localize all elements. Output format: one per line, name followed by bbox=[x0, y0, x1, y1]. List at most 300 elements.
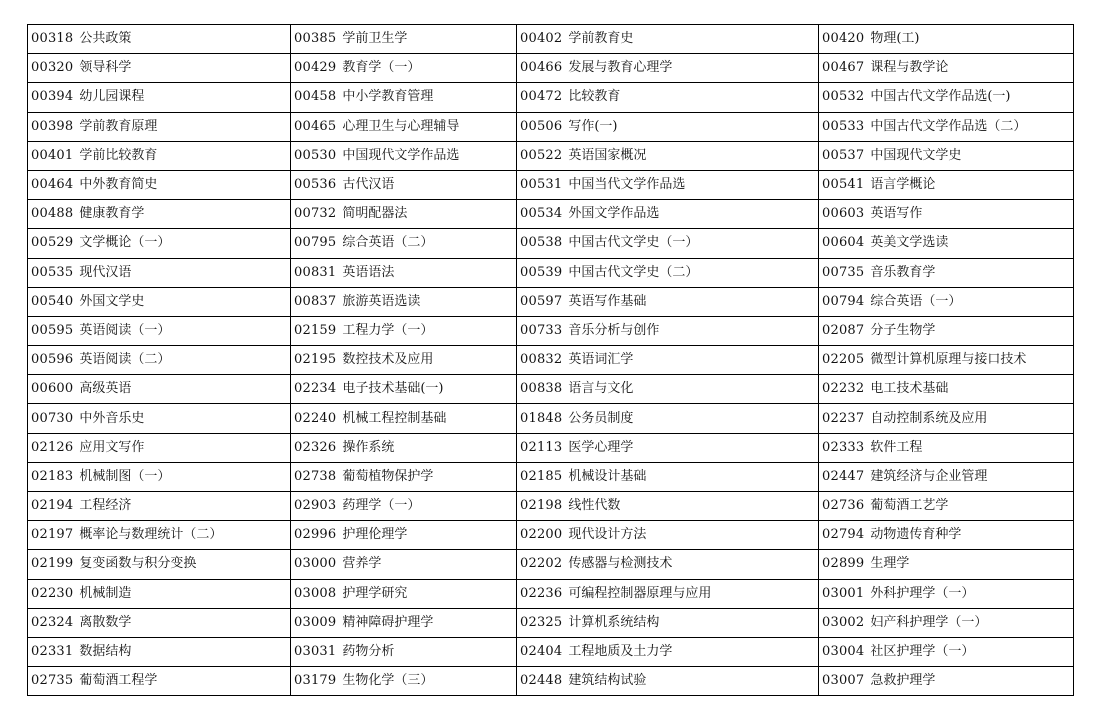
table-cell bbox=[28, 375, 291, 404]
table-cell bbox=[517, 141, 819, 170]
table-cell bbox=[517, 608, 819, 637]
course-code: 02183 bbox=[31, 468, 74, 484]
table-row bbox=[28, 550, 1074, 579]
course-name: 线性代数 bbox=[568, 498, 621, 514]
table-row bbox=[28, 200, 1074, 229]
course-code: 00402 bbox=[520, 31, 563, 47]
table-cell bbox=[517, 112, 819, 141]
course-code: 03031 bbox=[294, 644, 337, 660]
course-name: 旅游英语选读 bbox=[342, 293, 421, 309]
course-code: 02996 bbox=[294, 527, 337, 543]
course-name: 英语国家概况 bbox=[568, 147, 647, 163]
table-cell bbox=[517, 462, 819, 491]
table-cell bbox=[28, 579, 291, 608]
table-cell bbox=[291, 462, 517, 491]
course-code: 02126 bbox=[31, 439, 74, 455]
table-row bbox=[28, 54, 1074, 83]
table-row bbox=[28, 667, 1074, 696]
table-cell bbox=[28, 608, 291, 637]
table-cell bbox=[28, 433, 291, 462]
table-cell bbox=[819, 346, 1074, 375]
course-code: 02794 bbox=[822, 527, 865, 543]
course-name: 机械制图（一） bbox=[79, 468, 171, 484]
course-name: 学前教育史 bbox=[568, 31, 634, 47]
table-cell bbox=[819, 521, 1074, 550]
course-name: 健康教育学 bbox=[79, 206, 145, 222]
course-name: 英语写作基础 bbox=[568, 293, 647, 309]
table-cell bbox=[819, 404, 1074, 433]
table-cell bbox=[819, 433, 1074, 462]
course-code: 00529 bbox=[31, 235, 74, 251]
course-name: 学前卫生学 bbox=[342, 31, 408, 47]
table-row bbox=[28, 258, 1074, 287]
table-cell bbox=[28, 404, 291, 433]
table-cell bbox=[517, 287, 819, 316]
course-name: 英语阅读（一） bbox=[79, 322, 171, 338]
table-cell bbox=[28, 462, 291, 491]
course-code: 00394 bbox=[31, 89, 74, 105]
table-row bbox=[28, 375, 1074, 404]
course-name: 中外教育简史 bbox=[79, 177, 158, 193]
table-cell bbox=[517, 316, 819, 345]
course-code: 00795 bbox=[294, 235, 337, 251]
course-code: 02738 bbox=[294, 468, 337, 484]
course-table bbox=[27, 24, 1074, 696]
table-cell bbox=[291, 258, 517, 287]
course-code: 00522 bbox=[520, 147, 563, 163]
course-name: 数据结构 bbox=[79, 644, 132, 660]
table-row bbox=[28, 316, 1074, 345]
course-code: 00465 bbox=[294, 118, 337, 134]
table-row bbox=[28, 112, 1074, 141]
course-code: 00467 bbox=[822, 60, 865, 76]
course-name: 软件工程 bbox=[870, 439, 923, 455]
table-cell bbox=[291, 200, 517, 229]
course-name: 社区护理学（一） bbox=[870, 644, 975, 660]
table-row bbox=[28, 346, 1074, 375]
course-name: 教育学（一） bbox=[342, 60, 421, 76]
course-name: 比较教育 bbox=[568, 89, 621, 105]
table-cell bbox=[291, 170, 517, 199]
course-name: 现代设计方法 bbox=[568, 527, 647, 543]
table-cell bbox=[819, 579, 1074, 608]
course-name: 英语词汇学 bbox=[568, 352, 634, 368]
table-cell bbox=[517, 637, 819, 666]
course-name: 心理卫生与心理辅导 bbox=[342, 118, 460, 134]
table-cell bbox=[28, 316, 291, 345]
table-cell bbox=[291, 54, 517, 83]
table-cell bbox=[291, 404, 517, 433]
table-cell bbox=[291, 375, 517, 404]
course-name: 数控技术及应用 bbox=[342, 352, 434, 368]
course-code: 02903 bbox=[294, 498, 337, 514]
course-code: 00832 bbox=[520, 352, 563, 368]
table-cell bbox=[517, 667, 819, 696]
course-name: 电工技术基础 bbox=[870, 381, 949, 397]
course-code: 00531 bbox=[520, 177, 563, 193]
course-code: 00537 bbox=[822, 147, 865, 163]
course-name: 妇产科护理学（一） bbox=[870, 614, 988, 630]
course-code: 00535 bbox=[31, 264, 74, 280]
course-code: 00401 bbox=[31, 147, 74, 163]
course-name: 微型计算机原理与接口技术 bbox=[870, 352, 1027, 368]
course-name: 复变函数与积分变换 bbox=[79, 556, 197, 572]
course-name: 中外音乐史 bbox=[79, 410, 145, 426]
course-name: 综合英语（一） bbox=[870, 293, 962, 309]
table-cell bbox=[28, 667, 291, 696]
course-name: 语言学概论 bbox=[870, 177, 936, 193]
course-code: 00506 bbox=[520, 118, 563, 134]
table-row bbox=[28, 141, 1074, 170]
course-code: 00838 bbox=[520, 381, 563, 397]
course-name: 外国文学史 bbox=[79, 293, 145, 309]
course-code: 00534 bbox=[520, 206, 563, 222]
course-name: 写作(一) bbox=[568, 118, 618, 134]
table-row bbox=[28, 433, 1074, 462]
course-name: 建筑结构试验 bbox=[568, 673, 647, 689]
course-code: 02230 bbox=[31, 585, 74, 601]
course-name: 电子技术基础(一) bbox=[342, 381, 444, 397]
table-cell bbox=[28, 25, 291, 54]
table-cell bbox=[291, 25, 517, 54]
table-row bbox=[28, 83, 1074, 112]
course-code: 00458 bbox=[294, 89, 337, 105]
table-row bbox=[28, 404, 1074, 433]
course-code: 00385 bbox=[294, 31, 337, 47]
table-cell bbox=[291, 550, 517, 579]
course-code: 02195 bbox=[294, 352, 337, 368]
table-cell bbox=[517, 404, 819, 433]
table-row bbox=[28, 521, 1074, 550]
course-code: 02087 bbox=[822, 322, 865, 338]
course-code: 00318 bbox=[31, 31, 74, 47]
table-cell bbox=[819, 287, 1074, 316]
course-name: 生理学 bbox=[870, 556, 910, 572]
course-code: 00533 bbox=[822, 118, 865, 134]
course-name: 现代汉语 bbox=[79, 264, 132, 280]
table-cell bbox=[517, 375, 819, 404]
course-name: 音乐教育学 bbox=[870, 264, 936, 280]
course-name: 语言与文化 bbox=[568, 381, 634, 397]
table-cell bbox=[819, 608, 1074, 637]
course-code: 00604 bbox=[822, 235, 865, 251]
course-name: 精神障碍护理学 bbox=[342, 614, 434, 630]
table-cell bbox=[291, 287, 517, 316]
course-code: 02113 bbox=[520, 439, 563, 455]
course-name: 护理伦理学 bbox=[342, 527, 408, 543]
table-row bbox=[28, 579, 1074, 608]
course-name: 护理学研究 bbox=[342, 585, 408, 601]
course-code: 00530 bbox=[294, 147, 337, 163]
course-name: 计算机系统结构 bbox=[568, 614, 660, 630]
course-code: 02333 bbox=[822, 439, 865, 455]
table-cell bbox=[517, 25, 819, 54]
course-name: 建筑经济与企业管理 bbox=[870, 468, 988, 484]
course-name: 机械工程控制基础 bbox=[342, 410, 447, 426]
course-code: 00398 bbox=[31, 118, 74, 134]
table-cell bbox=[28, 637, 291, 666]
table-cell bbox=[517, 54, 819, 83]
table-cell bbox=[291, 141, 517, 170]
course-name: 工程力学（一） bbox=[342, 322, 434, 338]
course-name: 中国古代文学史（二） bbox=[568, 264, 699, 280]
table-cell bbox=[819, 229, 1074, 258]
course-code: 02234 bbox=[294, 381, 337, 397]
course-code: 02447 bbox=[822, 468, 865, 484]
course-code: 00488 bbox=[31, 206, 74, 222]
course-name: 葡萄植物保护学 bbox=[342, 468, 434, 484]
course-name: 操作系统 bbox=[342, 439, 395, 455]
table-cell bbox=[291, 112, 517, 141]
course-code: 02194 bbox=[31, 498, 74, 514]
table-row bbox=[28, 287, 1074, 316]
table-cell bbox=[517, 258, 819, 287]
course-code: 02200 bbox=[520, 527, 563, 543]
course-code: 02185 bbox=[520, 468, 563, 484]
table-cell bbox=[291, 492, 517, 521]
course-name: 机械制造 bbox=[79, 585, 132, 601]
course-code: 00538 bbox=[520, 235, 563, 251]
course-code: 02202 bbox=[520, 556, 563, 572]
course-code: 02324 bbox=[31, 614, 74, 630]
course-code: 00541 bbox=[822, 177, 865, 193]
course-name: 应用文写作 bbox=[79, 439, 145, 455]
table-row bbox=[28, 170, 1074, 199]
table-cell bbox=[291, 83, 517, 112]
course-code: 00831 bbox=[294, 264, 337, 280]
course-name: 学前比较教育 bbox=[79, 147, 158, 163]
course-code: 00320 bbox=[31, 60, 74, 76]
table-cell bbox=[819, 25, 1074, 54]
course-name: 医学心理学 bbox=[568, 439, 634, 455]
course-code: 00733 bbox=[520, 322, 563, 338]
course-code: 03009 bbox=[294, 614, 337, 630]
course-name: 高级英语 bbox=[79, 381, 132, 397]
table-cell bbox=[819, 141, 1074, 170]
course-name: 离散数学 bbox=[79, 614, 132, 630]
table-cell bbox=[517, 492, 819, 521]
table-cell bbox=[28, 112, 291, 141]
course-code: 03001 bbox=[822, 585, 865, 601]
table-cell bbox=[819, 54, 1074, 83]
course-name: 急救护理学 bbox=[870, 673, 936, 689]
course-code: 00539 bbox=[520, 264, 563, 280]
course-name: 英语语法 bbox=[342, 264, 395, 280]
course-code: 00597 bbox=[520, 293, 563, 309]
table-row bbox=[28, 608, 1074, 637]
course-name: 文学概论（一） bbox=[79, 235, 171, 251]
table-cell bbox=[517, 433, 819, 462]
course-name: 生物化学（三） bbox=[342, 673, 434, 689]
table-cell bbox=[819, 492, 1074, 521]
course-code: 00536 bbox=[294, 177, 337, 193]
course-name: 中小学教育管理 bbox=[342, 89, 434, 105]
table-cell bbox=[819, 170, 1074, 199]
course-name: 机械设计基础 bbox=[568, 468, 647, 484]
table-row bbox=[28, 637, 1074, 666]
course-name: 中国现代文学作品选 bbox=[342, 147, 460, 163]
course-code: 00540 bbox=[31, 293, 74, 309]
course-code: 00735 bbox=[822, 264, 865, 280]
table-cell bbox=[28, 54, 291, 83]
course-code: 02197 bbox=[31, 527, 74, 543]
course-name: 古代汉语 bbox=[342, 177, 395, 193]
table-cell bbox=[819, 550, 1074, 579]
course-code: 02326 bbox=[294, 439, 337, 455]
table-cell bbox=[28, 141, 291, 170]
course-code: 00730 bbox=[31, 410, 74, 426]
course-code: 02159 bbox=[294, 322, 337, 338]
table-cell bbox=[819, 83, 1074, 112]
table-row bbox=[28, 25, 1074, 54]
course-code: 00596 bbox=[31, 352, 74, 368]
course-name: 外科护理学（一） bbox=[870, 585, 975, 601]
table-row bbox=[28, 229, 1074, 258]
course-code: 00464 bbox=[31, 177, 74, 193]
table-cell bbox=[28, 346, 291, 375]
table-cell bbox=[291, 579, 517, 608]
course-name: 中国现代文学史 bbox=[870, 147, 962, 163]
course-name: 概率论与数理统计（二） bbox=[79, 527, 223, 543]
course-code: 03179 bbox=[294, 673, 337, 689]
table-cell bbox=[291, 608, 517, 637]
course-code: 00595 bbox=[31, 322, 74, 338]
course-code: 00837 bbox=[294, 293, 337, 309]
course-name: 工程地质及土力学 bbox=[568, 644, 673, 660]
table-row bbox=[28, 492, 1074, 521]
course-code: 02736 bbox=[822, 498, 865, 514]
table-cell bbox=[517, 521, 819, 550]
table-cell bbox=[517, 550, 819, 579]
table-cell bbox=[291, 637, 517, 666]
course-name: 公共政策 bbox=[79, 31, 132, 47]
table-cell bbox=[28, 521, 291, 550]
table-cell bbox=[819, 112, 1074, 141]
course-code: 03008 bbox=[294, 585, 337, 601]
course-name: 音乐分析与创作 bbox=[568, 322, 660, 338]
course-table-body bbox=[28, 25, 1074, 696]
course-name: 领导科学 bbox=[79, 60, 132, 76]
course-code: 00532 bbox=[822, 89, 865, 105]
course-name: 英美文学选读 bbox=[870, 235, 949, 251]
table-cell bbox=[517, 170, 819, 199]
course-name: 中国当代文学作品选 bbox=[568, 177, 686, 193]
course-code: 02236 bbox=[520, 585, 563, 601]
course-code: 00600 bbox=[31, 381, 74, 397]
course-name: 中国古代文学作品选（二） bbox=[870, 118, 1027, 134]
course-name: 营养学 bbox=[342, 556, 382, 572]
course-code: 00472 bbox=[520, 89, 563, 105]
course-code: 00732 bbox=[294, 206, 337, 222]
course-name: 物理(工) bbox=[870, 31, 920, 47]
table-cell bbox=[819, 637, 1074, 666]
table-cell bbox=[291, 521, 517, 550]
course-name: 公务员制度 bbox=[568, 410, 634, 426]
table-cell bbox=[28, 200, 291, 229]
table-cell bbox=[28, 287, 291, 316]
course-name: 英语写作 bbox=[870, 206, 923, 222]
course-code: 02404 bbox=[520, 644, 563, 660]
course-name: 幼儿园课程 bbox=[79, 89, 145, 105]
course-code: 00420 bbox=[822, 31, 865, 47]
course-code: 03007 bbox=[822, 673, 865, 689]
table-cell bbox=[28, 550, 291, 579]
course-code: 00603 bbox=[822, 206, 865, 222]
course-name: 葡萄酒工程学 bbox=[79, 673, 158, 689]
table-cell bbox=[291, 229, 517, 258]
course-code: 03000 bbox=[294, 556, 337, 572]
table-cell bbox=[28, 492, 291, 521]
course-code: 02232 bbox=[822, 381, 865, 397]
course-name: 药物分析 bbox=[342, 644, 395, 660]
table-cell bbox=[819, 667, 1074, 696]
table-cell bbox=[819, 258, 1074, 287]
table-cell bbox=[28, 229, 291, 258]
table-cell bbox=[291, 667, 517, 696]
course-name: 可编程控制器原理与应用 bbox=[568, 585, 712, 601]
course-name: 工程经济 bbox=[79, 498, 132, 514]
course-code: 02325 bbox=[520, 614, 563, 630]
table-cell bbox=[517, 346, 819, 375]
course-name: 简明配器法 bbox=[342, 206, 408, 222]
table-row bbox=[28, 462, 1074, 491]
course-code: 02448 bbox=[520, 673, 563, 689]
course-name: 英语阅读（二） bbox=[79, 352, 171, 368]
course-name: 课程与教学论 bbox=[870, 60, 949, 76]
course-code: 00429 bbox=[294, 60, 337, 76]
course-code: 02735 bbox=[31, 673, 74, 689]
table-cell bbox=[517, 579, 819, 608]
course-name: 传感器与检测技术 bbox=[568, 556, 673, 572]
table-cell bbox=[517, 83, 819, 112]
course-code: 01848 bbox=[520, 410, 563, 426]
course-name: 葡萄酒工艺学 bbox=[870, 498, 949, 514]
table-cell bbox=[28, 83, 291, 112]
course-name: 中国古代文学史（一） bbox=[568, 235, 699, 251]
course-name: 发展与教育心理学 bbox=[568, 60, 673, 76]
table-cell bbox=[517, 200, 819, 229]
table-cell bbox=[291, 316, 517, 345]
table-cell bbox=[291, 346, 517, 375]
course-code: 03002 bbox=[822, 614, 865, 630]
table-cell bbox=[28, 170, 291, 199]
course-code: 02240 bbox=[294, 410, 337, 426]
course-code: 02237 bbox=[822, 410, 865, 426]
course-name: 学前教育原理 bbox=[79, 118, 158, 134]
table-cell bbox=[517, 229, 819, 258]
course-code: 02199 bbox=[31, 556, 74, 572]
course-name: 动物遗传育种学 bbox=[870, 527, 962, 543]
course-code: 00794 bbox=[822, 293, 865, 309]
course-code: 02899 bbox=[822, 556, 865, 572]
course-name: 外国文学作品选 bbox=[568, 206, 660, 222]
table-cell bbox=[819, 462, 1074, 491]
course-name: 药理学（一） bbox=[342, 498, 421, 514]
course-code: 02331 bbox=[31, 644, 74, 660]
course-name: 自动控制系统及应用 bbox=[870, 410, 988, 426]
course-code: 02198 bbox=[520, 498, 563, 514]
table-cell bbox=[819, 200, 1074, 229]
course-code: 00466 bbox=[520, 60, 563, 76]
table-cell bbox=[291, 433, 517, 462]
table-cell bbox=[28, 258, 291, 287]
table-cell bbox=[819, 375, 1074, 404]
course-name: 分子生物学 bbox=[870, 322, 936, 338]
course-code: 03004 bbox=[822, 644, 865, 660]
course-table-container bbox=[27, 24, 1073, 696]
table-cell bbox=[819, 316, 1074, 345]
course-name: 中国古代文学作品选(一) bbox=[870, 89, 1011, 105]
